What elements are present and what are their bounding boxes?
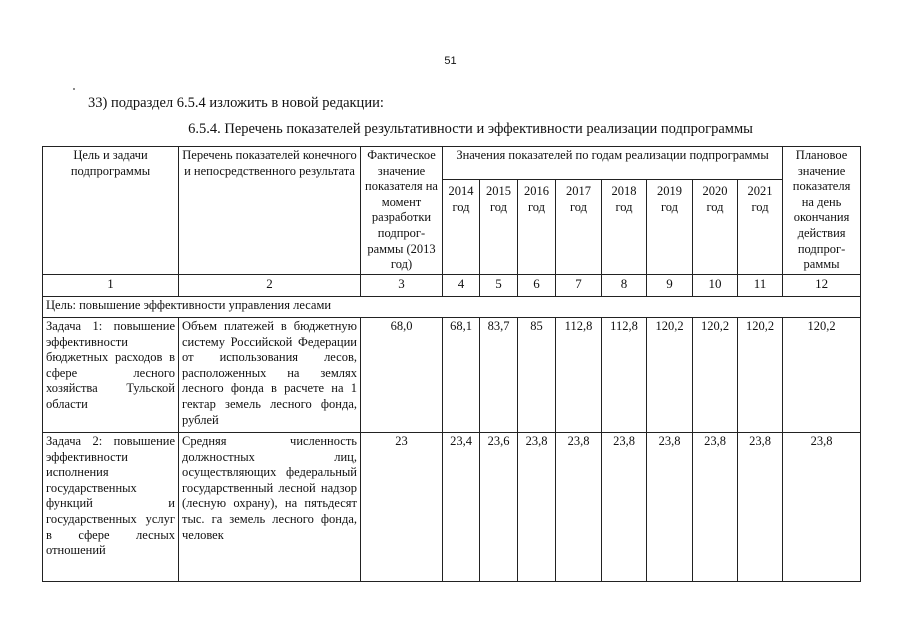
header-year-2014: 2014 год — [443, 180, 480, 275]
column-number: 6 — [518, 275, 556, 297]
header-year-2016: 2016 год — [518, 180, 556, 275]
year-value-cell: 120,2 — [647, 318, 693, 433]
indicators-table — [42, 146, 861, 582]
header-year-2021: 2021 год — [738, 180, 783, 275]
year-value-cell: 23,8 — [693, 433, 738, 582]
year-value-cell: 23,8 — [556, 433, 602, 582]
column-number: 7 — [556, 275, 602, 297]
column-number: 1 — [43, 275, 179, 297]
actual-value-cell: 68,0 — [361, 318, 443, 433]
year-value-cell: 120,2 — [738, 318, 783, 433]
goal-row — [43, 297, 861, 318]
indicator-cell: Средняя численность должностных лиц, осуществляющих федеральный государственный лесной надзор (лесную охрану), на пятьдесят тыс. га земель лесного фонда, человек — [179, 433, 361, 582]
page-number: 51 — [444, 55, 457, 67]
header-row-1 — [43, 147, 861, 180]
year-value-cell: 112,8 — [602, 318, 647, 433]
goal-text: Цель: повышение эффективности управления лесами — [43, 297, 861, 318]
table-row — [43, 318, 861, 433]
header-years-group: Значения показателей по годам реализации подпрограммы — [443, 147, 783, 180]
column-number: 10 — [693, 275, 738, 297]
year-value-cell: 120,2 — [693, 318, 738, 433]
header-actual-value: Фактическое значение показателя на момент разработки подпрог-раммы (2013 год) — [361, 147, 443, 275]
year-value-cell: 23,6 — [480, 433, 518, 582]
column-number: 3 — [361, 275, 443, 297]
planned-value-cell: 120,2 — [783, 318, 861, 433]
header-planned-value: Плановое значение показателя на день окончания действия подпрог-раммы — [783, 147, 861, 275]
indicator-cell: Объем платежей в бюджетную систему Российской Федерации от использования лесов, расположенных на землях лесного фонда в расчете на 1 гектар земель лесного фонда, рублей — [179, 318, 361, 433]
header-year-2018: 2018 год — [602, 180, 647, 275]
header-year-2019: 2019 год — [647, 180, 693, 275]
column-number: 4 — [443, 275, 480, 297]
planned-value-cell: 23,8 — [783, 433, 861, 582]
column-number: 5 — [480, 275, 518, 297]
column-number-row — [43, 275, 861, 297]
year-value-cell: 68,1 — [443, 318, 480, 433]
column-number: 8 — [602, 275, 647, 297]
task-cell: Задача 2: повышение эффективности исполнения государственных функций и государственных услуг в сфере лесных отношений — [43, 433, 179, 582]
year-value-cell: 23,8 — [602, 433, 647, 582]
year-value-cell: 112,8 — [556, 318, 602, 433]
section-heading: 6.5.4. Перечень показателей результативности и эффективности реализации подпрограммы — [188, 121, 753, 137]
amendment-paragraph: 33) подраздел 6.5.4 изложить в новой редакции: — [88, 95, 384, 111]
column-number: 2 — [179, 275, 361, 297]
year-value-cell: 23,8 — [738, 433, 783, 582]
table-row — [43, 433, 861, 582]
year-value-cell: 23,8 — [647, 433, 693, 582]
task-cell: Задача 1: повышение эффективности бюджетных расходов в сфере лесного хозяйства Тульской области — [43, 318, 179, 433]
header-year-2017: 2017 год — [556, 180, 602, 275]
column-number: 9 — [647, 275, 693, 297]
column-number: 12 — [783, 275, 861, 297]
header-year-2015: 2015 год — [480, 180, 518, 275]
scan-speck — [73, 88, 75, 90]
header-indicators: Перечень показателей конечного и непосредственного результата — [179, 147, 361, 275]
column-number: 11 — [738, 275, 783, 297]
year-value-cell: 23,8 — [518, 433, 556, 582]
year-value-cell: 83,7 — [480, 318, 518, 433]
year-value-cell: 85 — [518, 318, 556, 433]
header-year-2020: 2020 год — [693, 180, 738, 275]
actual-value-cell: 23 — [361, 433, 443, 582]
year-value-cell: 23,4 — [443, 433, 480, 582]
header-goals-tasks: Цель и задачи подпрограммы — [43, 147, 179, 275]
